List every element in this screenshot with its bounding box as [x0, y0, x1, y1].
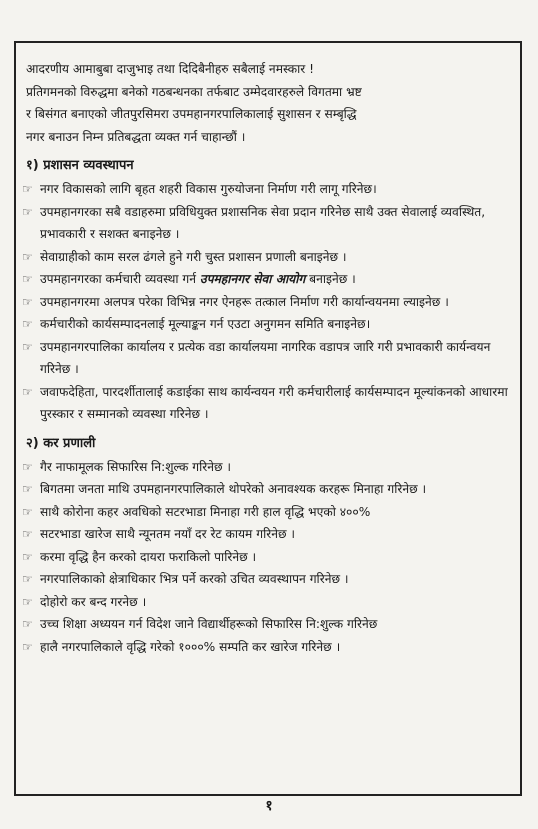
list-item	[22, 501, 514, 524]
pointing-hand-icon: ☞	[22, 617, 33, 631]
page-number: १	[265, 798, 273, 814]
list-item	[22, 268, 514, 291]
pointing-hand-icon: ☞	[22, 482, 33, 496]
service-commission-emphasis: उपमहानगर सेवा आयोग	[199, 272, 306, 286]
list-item	[22, 568, 514, 591]
pointing-hand-icon: ☞	[22, 294, 33, 309]
list-item-text: साथै कोरोना कहर अवधिको सटरभाडा मिनाहा गरी हाल वृद्धि भएको ४००%	[40, 504, 371, 519]
list-item-text: नगरपालिकाको क्षेत्राधिकार भित्र पर्ने करको उचित व्यवस्थापन गरिनेछ ।	[40, 572, 349, 586]
list-item-text: बिगतमा जनता माथि उपमहानगरपालिकाले थोपरेको अनावश्यक करहरू मिनाहा गरिनेछ ।	[40, 482, 427, 496]
list-item-text: सटरभाडा खारेज साथै न्यूनतम नयाँ दर रेट कायम गरिनेछ ।	[40, 527, 296, 541]
intro-line: नगर बनाउन निम्न प्रतिबद्धता व्यक्त गर्न चाहान्छौं ।	[26, 129, 246, 144]
list-item-text: जवाफदेहिता, पारदर्शीतालाई कडाईका साथ कार्यन्वयन गरी कर्मचारीलाई कार्यसम्पादन मूल्यांकनको आधारमा पुरस्कार र सम्मानको व्यवस्था गरिनेछ ।	[40, 384, 508, 421]
list-item	[22, 178, 514, 201]
list-item-suffix: बनाइनेछ ।	[305, 272, 356, 286]
intro-line: प्रतिगमनको विरुद्धमा बनेको गठबन्धनका तर्फबाट उम्मेदवारहरुले विगतमा भ्रष्ट	[26, 84, 362, 99]
pointing-hand-icon: ☞	[22, 459, 33, 474]
section-title-administration: १) प्रशासन व्यवस्थापन	[26, 158, 134, 173]
list-item-text: कर्मचारीको कार्यसम्पादनलाई मूल्याङ्कन गर्न एउटा अनुगमन समिति बनाइनेछ।	[40, 317, 371, 331]
intro-paragraph	[26, 58, 514, 148]
intro-line: आदरणीय आमाबुबा दाजुभाइ तथा दिदिबैनीहरु सबैलाई नमस्कार !	[26, 62, 314, 76]
pointing-hand-icon: ☞	[22, 504, 33, 519]
list-item	[22, 591, 514, 614]
list-item	[22, 546, 514, 569]
pointing-hand-icon: ☞	[22, 639, 33, 654]
list-item	[22, 523, 514, 546]
pointing-hand-icon: ☞	[22, 204, 33, 219]
section-title-tax: २) कर प्रणाली	[26, 435, 96, 451]
list-item	[22, 478, 514, 501]
list-item	[22, 291, 514, 314]
list-item-text: सेवाग्राहीको काम सरल ढंगले हुने गरी चुस्त प्रशासन प्रणाली बनाइनेछ ।	[40, 249, 347, 264]
list-item-text: हालै नगरपालिकाले वृद्धि गरेको १०००% सम्पति कर खारेज गरिनेछ ।	[40, 639, 341, 654]
list-item-text: उपमहानगरका कर्मचारी व्यवस्था गर्न	[40, 272, 197, 286]
pointing-hand-icon: ☞	[22, 549, 33, 564]
list-item	[22, 636, 514, 659]
pointing-hand-icon: ☞	[22, 272, 33, 286]
pointing-hand-icon: ☞	[22, 249, 33, 264]
pointing-hand-icon: ☞	[22, 572, 33, 586]
pointing-hand-icon: ☞	[22, 339, 33, 354]
list-item	[22, 381, 514, 426]
list-item-text: उपमहानगरपालिका कार्यालय र प्रत्येक वडा कार्यालयमा नागरिक वडापत्र जारि गरी प्रभावकारी कार्यन्वयन गरिनेछ ।	[40, 339, 491, 376]
intro-line: र बिसंगत बनाएको जीतपुरसिमरा उपमहानगरपालिकालाई सुशासन र सम्बृद्धि	[26, 107, 357, 121]
manifesto-content	[22, 58, 514, 658]
list-item-text: दोहोरो कर बन्द गरनेछ ।	[40, 594, 147, 609]
list-item-text: उपमहानगरमा अलपत्र परेका विभिन्न नगर ऐनहरू तत्काल निर्माण गरी कार्यान्वयनमा ल्याइनेछ ।	[40, 294, 449, 309]
list-item	[22, 201, 514, 246]
list-item-text: उच्च शिक्षा अध्ययन गर्न विदेश जाने विद्यार्थीहरूको सिफारिस नि:शुल्क गरिनेछ	[40, 617, 378, 631]
pointing-hand-icon: ☞	[22, 384, 33, 399]
pointing-hand-icon: ☞	[22, 182, 33, 196]
list-item-text: नगर विकासको लागि बृहत शहरी विकास गुरुयोजना निर्माण गरी लागू गरिनेछ।	[40, 182, 377, 196]
list-item	[22, 336, 514, 381]
list-item-text: करमा वृद्धि हैन करको दायरा फराकिलो पारिनेछ ।	[40, 549, 257, 564]
pointing-hand-icon: ☞	[22, 594, 33, 609]
pointing-hand-icon: ☞	[22, 317, 33, 331]
list-item	[22, 456, 514, 479]
list-item	[22, 313, 514, 336]
list-item	[22, 613, 514, 636]
list-item-text: गैर नाफामूलक सिफारिस नि:शुल्क गरिनेछ ।	[40, 459, 232, 474]
list-item-text: उपमहानगरका सबै वडाहरुमा प्रविधियुक्त प्रशासनिक सेवा प्रदान गरिनेछ साथै उक्त सेवालाई व्यवस्थित, प्रभावकारी र सशक्त बनाइनेछ ।	[40, 204, 486, 241]
list-item	[22, 246, 514, 269]
pointing-hand-icon: ☞	[22, 527, 33, 541]
